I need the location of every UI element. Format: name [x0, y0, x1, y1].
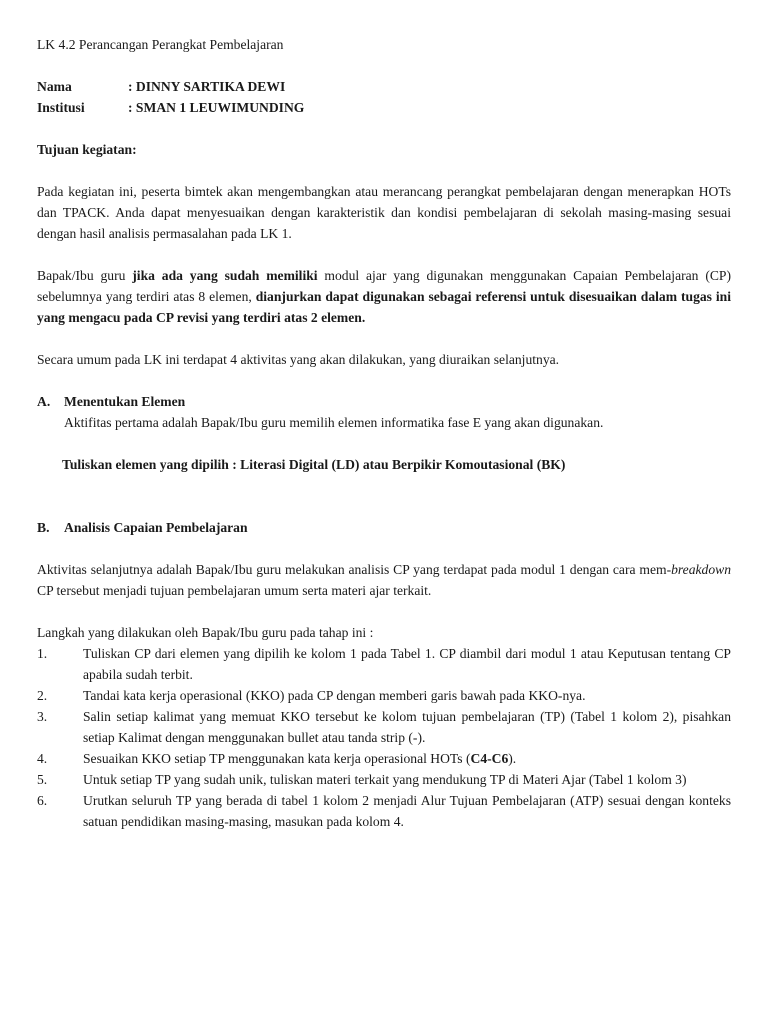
- step-text: Urutkan seluruh TP yang berada di tabel 1 kolom 2 menjadi Alur Tujuan Pembelajaran (ATP) sesuai dengan konteks satuan pendidikan masing-masing, masukan pada kolom 4.: [83, 793, 731, 829]
- list-item: [37, 790, 731, 832]
- section-b-heading: [37, 517, 731, 538]
- step-4-part-a: Sesuaikan KKO setiap TP menggunakan kata kerja operasional HOTs (: [83, 751, 471, 766]
- institution-label: Institusi: [37, 100, 85, 115]
- goal-p2-part-d: dianjurkan dapat digunakan sebagai referensi untuk disesuaikan dalam tugas ini yang mengacu pada CP revisi yang terdiri atas 2 elemen.: [37, 289, 731, 325]
- list-item: [37, 706, 731, 748]
- list-item: [37, 643, 731, 685]
- step-4-part-b: C4-C6: [470, 751, 509, 766]
- section-a: [37, 391, 731, 475]
- section-b-p1-part-b: breakdown: [671, 562, 731, 577]
- goal-paragraph-1: Pada kegiatan ini, peserta bimtek akan mengembangkan atau merancang perangkat pembelajaran dengan menerapkan HOTs dan TPACK. Anda dapat menyesuaikan dengan karakteristik dan kondisi pembelajaran di sekolah masing-masing sesuai dengan hasil analisis permasalahan pada LK 1.: [37, 184, 731, 241]
- name-label: Nama: [37, 79, 72, 94]
- section-a-letter: A.: [37, 394, 51, 409]
- section-b-title: Analisis Capaian Pembelajaran: [64, 520, 248, 535]
- step-number: 3.: [37, 709, 48, 724]
- section-a-answer: Tuliskan elemen yang dipilih : Literasi Digital (LD) atau Berpikir Komoutasional (BK): [62, 457, 566, 472]
- list-item: [37, 748, 731, 769]
- goal-p2-part-b: jika ada yang sudah memiliki: [132, 268, 318, 283]
- section-b-p1-part-c: CP tersebut menjadi tujuan pembelajaran umum serta materi ajar terkait.: [37, 583, 432, 598]
- list-item: [37, 685, 731, 706]
- section-b-paragraph-2: Langkah yang dilakukan oleh Bapak/Ibu guru pada tahap ini :: [37, 625, 374, 640]
- institution-value: : SMAN 1 LEUWIMUNDING: [128, 100, 305, 115]
- goal-paragraph-3: Secara umum pada LK ini terdapat 4 aktivitas yang akan dilakukan, yang diuraikan selanjutnya.: [37, 352, 560, 367]
- step-number: 2.: [37, 688, 48, 703]
- document-page: [37, 34, 731, 832]
- section-b-paragraph-1: [37, 559, 731, 601]
- step-text: [83, 748, 731, 769]
- section-b-letter: B.: [37, 520, 50, 535]
- step-text: Untuk setiap TP yang sudah unik, tuliskan materi terkait yang mendukung TP di Materi Ajar (Tabel 1 kolom 3): [83, 772, 687, 787]
- section-b: [37, 517, 731, 832]
- list-item: [37, 769, 731, 790]
- name-value: : DINNY SARTIKA DEWI: [128, 79, 286, 94]
- section-b-p1-part-a: Aktivitas selanjutnya adalah Bapak/Ibu guru melakukan analisis CP yang terdapat pada modul 1 dengan cara mem-: [37, 562, 672, 577]
- goal-p2-part-a: Bapak/Ibu guru: [37, 268, 133, 283]
- step-number: 1.: [37, 646, 48, 661]
- section-a-title: Menentukan Elemen: [64, 394, 186, 409]
- document-title: LK 4.2 Perancangan Perangkat Pembelajaran: [37, 37, 284, 52]
- step-4-part-c: ).: [508, 751, 517, 766]
- step-text: Tandai kata kerja operasional (KKO) pada CP dengan memberi garis bawah pada KKO-nya.: [83, 688, 586, 703]
- step-text: Salin setiap kalimat yang memuat KKO tersebut ke kolom tujuan pembelajaran (TP) (Tabel 1 kolom 2), pisahkan setiap Kalimat dengan menggunakan bullet atau tanda strip (-).: [83, 709, 731, 745]
- section-a-heading: [37, 391, 731, 412]
- steps-list: [37, 643, 731, 832]
- goal-paragraph-2: [37, 265, 731, 328]
- step-number: 5.: [37, 772, 48, 787]
- name-row: [37, 76, 731, 97]
- step-number: 6.: [37, 793, 48, 808]
- institution-row: [37, 97, 731, 118]
- goal-heading: Tujuan kegiatan:: [37, 142, 137, 157]
- goal-p2-part-c: modul ajar yang digunakan menggunakan Capaian Pembelajaran (CP) sebelumnya yang terdiri atas 8 elemen,: [37, 268, 732, 304]
- section-a-text: Aktifitas pertama adalah Bapak/Ibu guru memilih elemen informatika fase E yang akan digunakan.: [64, 415, 604, 430]
- step-number: 4.: [37, 751, 48, 766]
- step-text: Tuliskan CP dari elemen yang dipilih ke kolom 1 pada Tabel 1. CP diambil dari modul 1 atau Keputusan tentang CP apabila sudah terbit.: [83, 646, 731, 682]
